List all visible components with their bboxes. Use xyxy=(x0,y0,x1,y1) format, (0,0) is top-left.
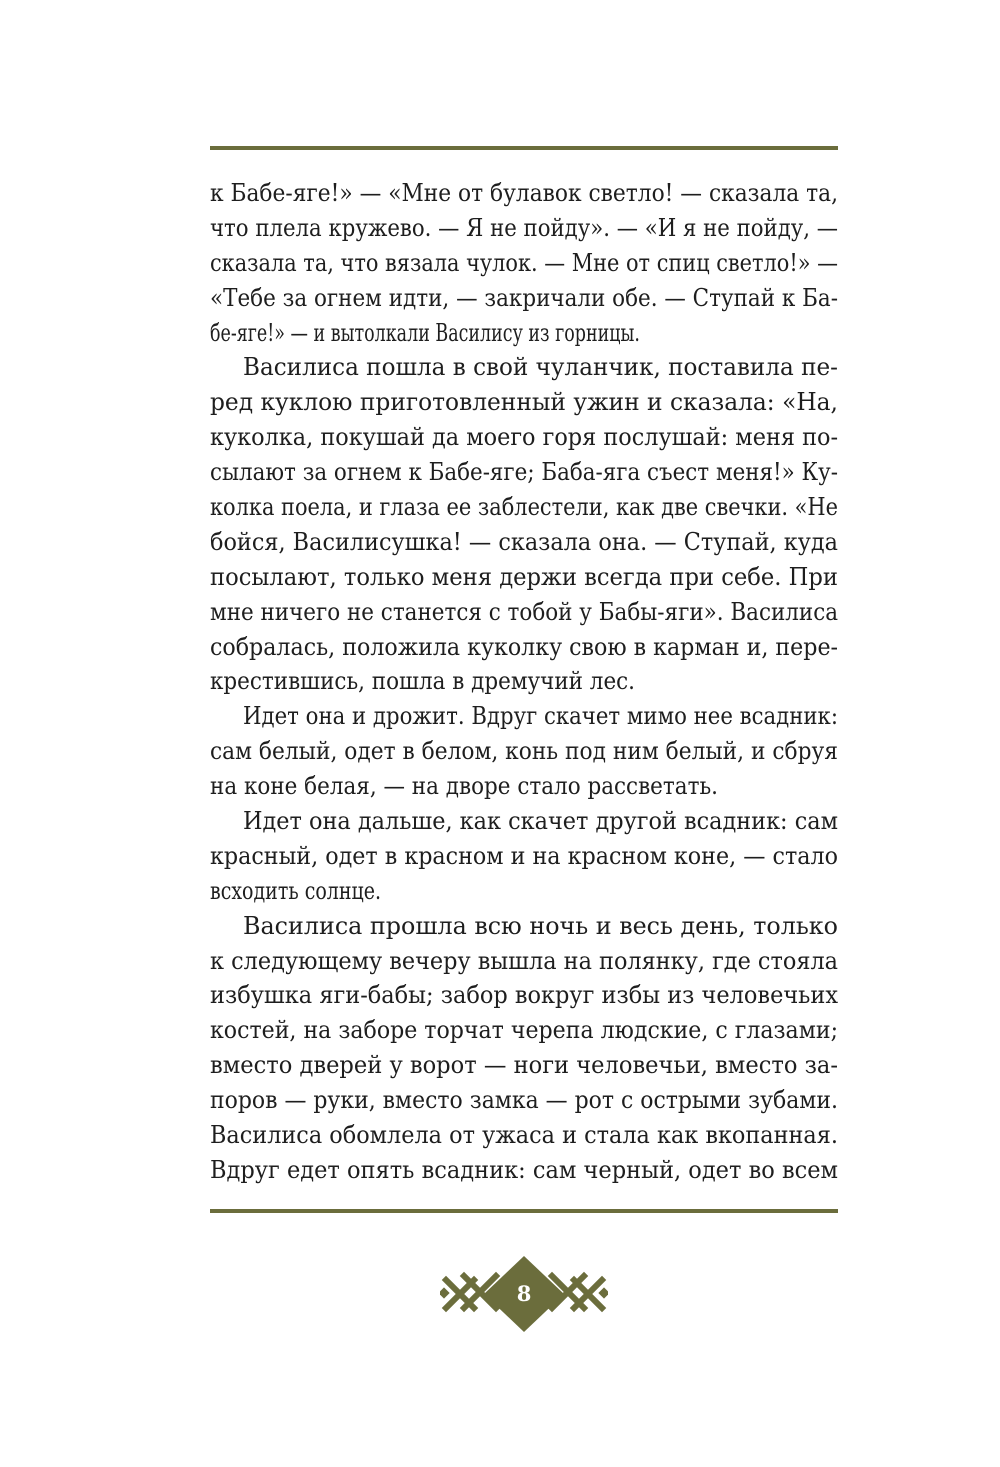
top-rule xyxy=(210,146,838,150)
text-line: Идет она и дрожит. Вдруг скачет мимо нее всадник: xyxy=(243,701,838,731)
text-line: Василиса обомлела от ужаса и стала как вкопанная. xyxy=(210,1120,838,1150)
text-line: к следующему вечеру вышла на полянку, где стояла xyxy=(210,945,839,975)
text-line: поров — руки, вместо замка — рот с острыми зубами. xyxy=(210,1085,838,1115)
text-line: сам белый, одет в белом, конь под ним белый, и сбруя xyxy=(210,736,839,766)
text-line: Идет она дальше, как скачет другой всадник: сам xyxy=(243,806,838,836)
text-line: всходить солнце. xyxy=(210,875,382,905)
text-line: костей, на заборе торчат черепа людские, с глазами; xyxy=(210,1015,839,1045)
text-line: Василиса пошла в свой чуланчик, поставила пе- xyxy=(243,352,838,382)
text-line: сылают за огнем к Бабе-яге; Баба-яга съест меня!» Ку- xyxy=(210,457,838,487)
text-line: крестившись, пошла в дремучий лес. xyxy=(210,666,636,696)
text-line: Василиса прошла всю ночь и весь день, только xyxy=(243,910,838,940)
bottom-rule xyxy=(210,1209,838,1213)
text-line: что плела кружево. — Я не пойду». — «И я не пойду, — xyxy=(210,212,839,242)
text-line: вместо дверей у ворот — ноги человечьи, вместо за- xyxy=(210,1050,838,1080)
text-line: собралась, положила куколку свою в карман и, пере- xyxy=(210,631,839,661)
dot-icon xyxy=(440,1287,450,1298)
text-line: сказала та, что вязала чулок. — Мне от спиц светло!» — xyxy=(210,247,839,277)
text-line: ред куклою приготовленный ужин и сказала: «На, xyxy=(210,387,838,417)
text-line: «Тебе за огнем идти, — закричали обе. — Ступай к Ба- xyxy=(210,282,838,312)
text-line: мне ничего не станется с тобой у Бабы-яги». Василиса xyxy=(210,596,839,626)
text-line: куколка, покушай да моего горя послушай: меня по- xyxy=(210,422,839,452)
text-line: колка поела, и глаза ее заблестели, как две свечки. «Не xyxy=(210,492,838,522)
body-text xyxy=(210,176,838,1188)
text-line: посылают, только меня держи всегда при себе. При xyxy=(210,561,838,591)
text-line: Вдруг едет опять всадник: сам черный, одет во всем xyxy=(210,1154,839,1184)
dot-icon xyxy=(598,1287,608,1298)
page-number: 8 xyxy=(516,1281,532,1306)
text-line: красный, одет в красном и на красном коне, — стало xyxy=(210,840,838,870)
text-line: бойся, Василисушка! — сказала она. — Ступай, куда xyxy=(210,526,839,556)
text-line: бе-яге!» — и вытолкали Василису из горницы. xyxy=(210,317,640,347)
text-line: на коне белая, — на дворе стало рассветать. xyxy=(210,771,719,801)
text-line: к Бабе-яге!» — «Мне от булавок светло! — сказала та, xyxy=(210,178,839,207)
text-line: избушка яги-бабы; забор вокруг избы из человечьих xyxy=(210,980,839,1010)
